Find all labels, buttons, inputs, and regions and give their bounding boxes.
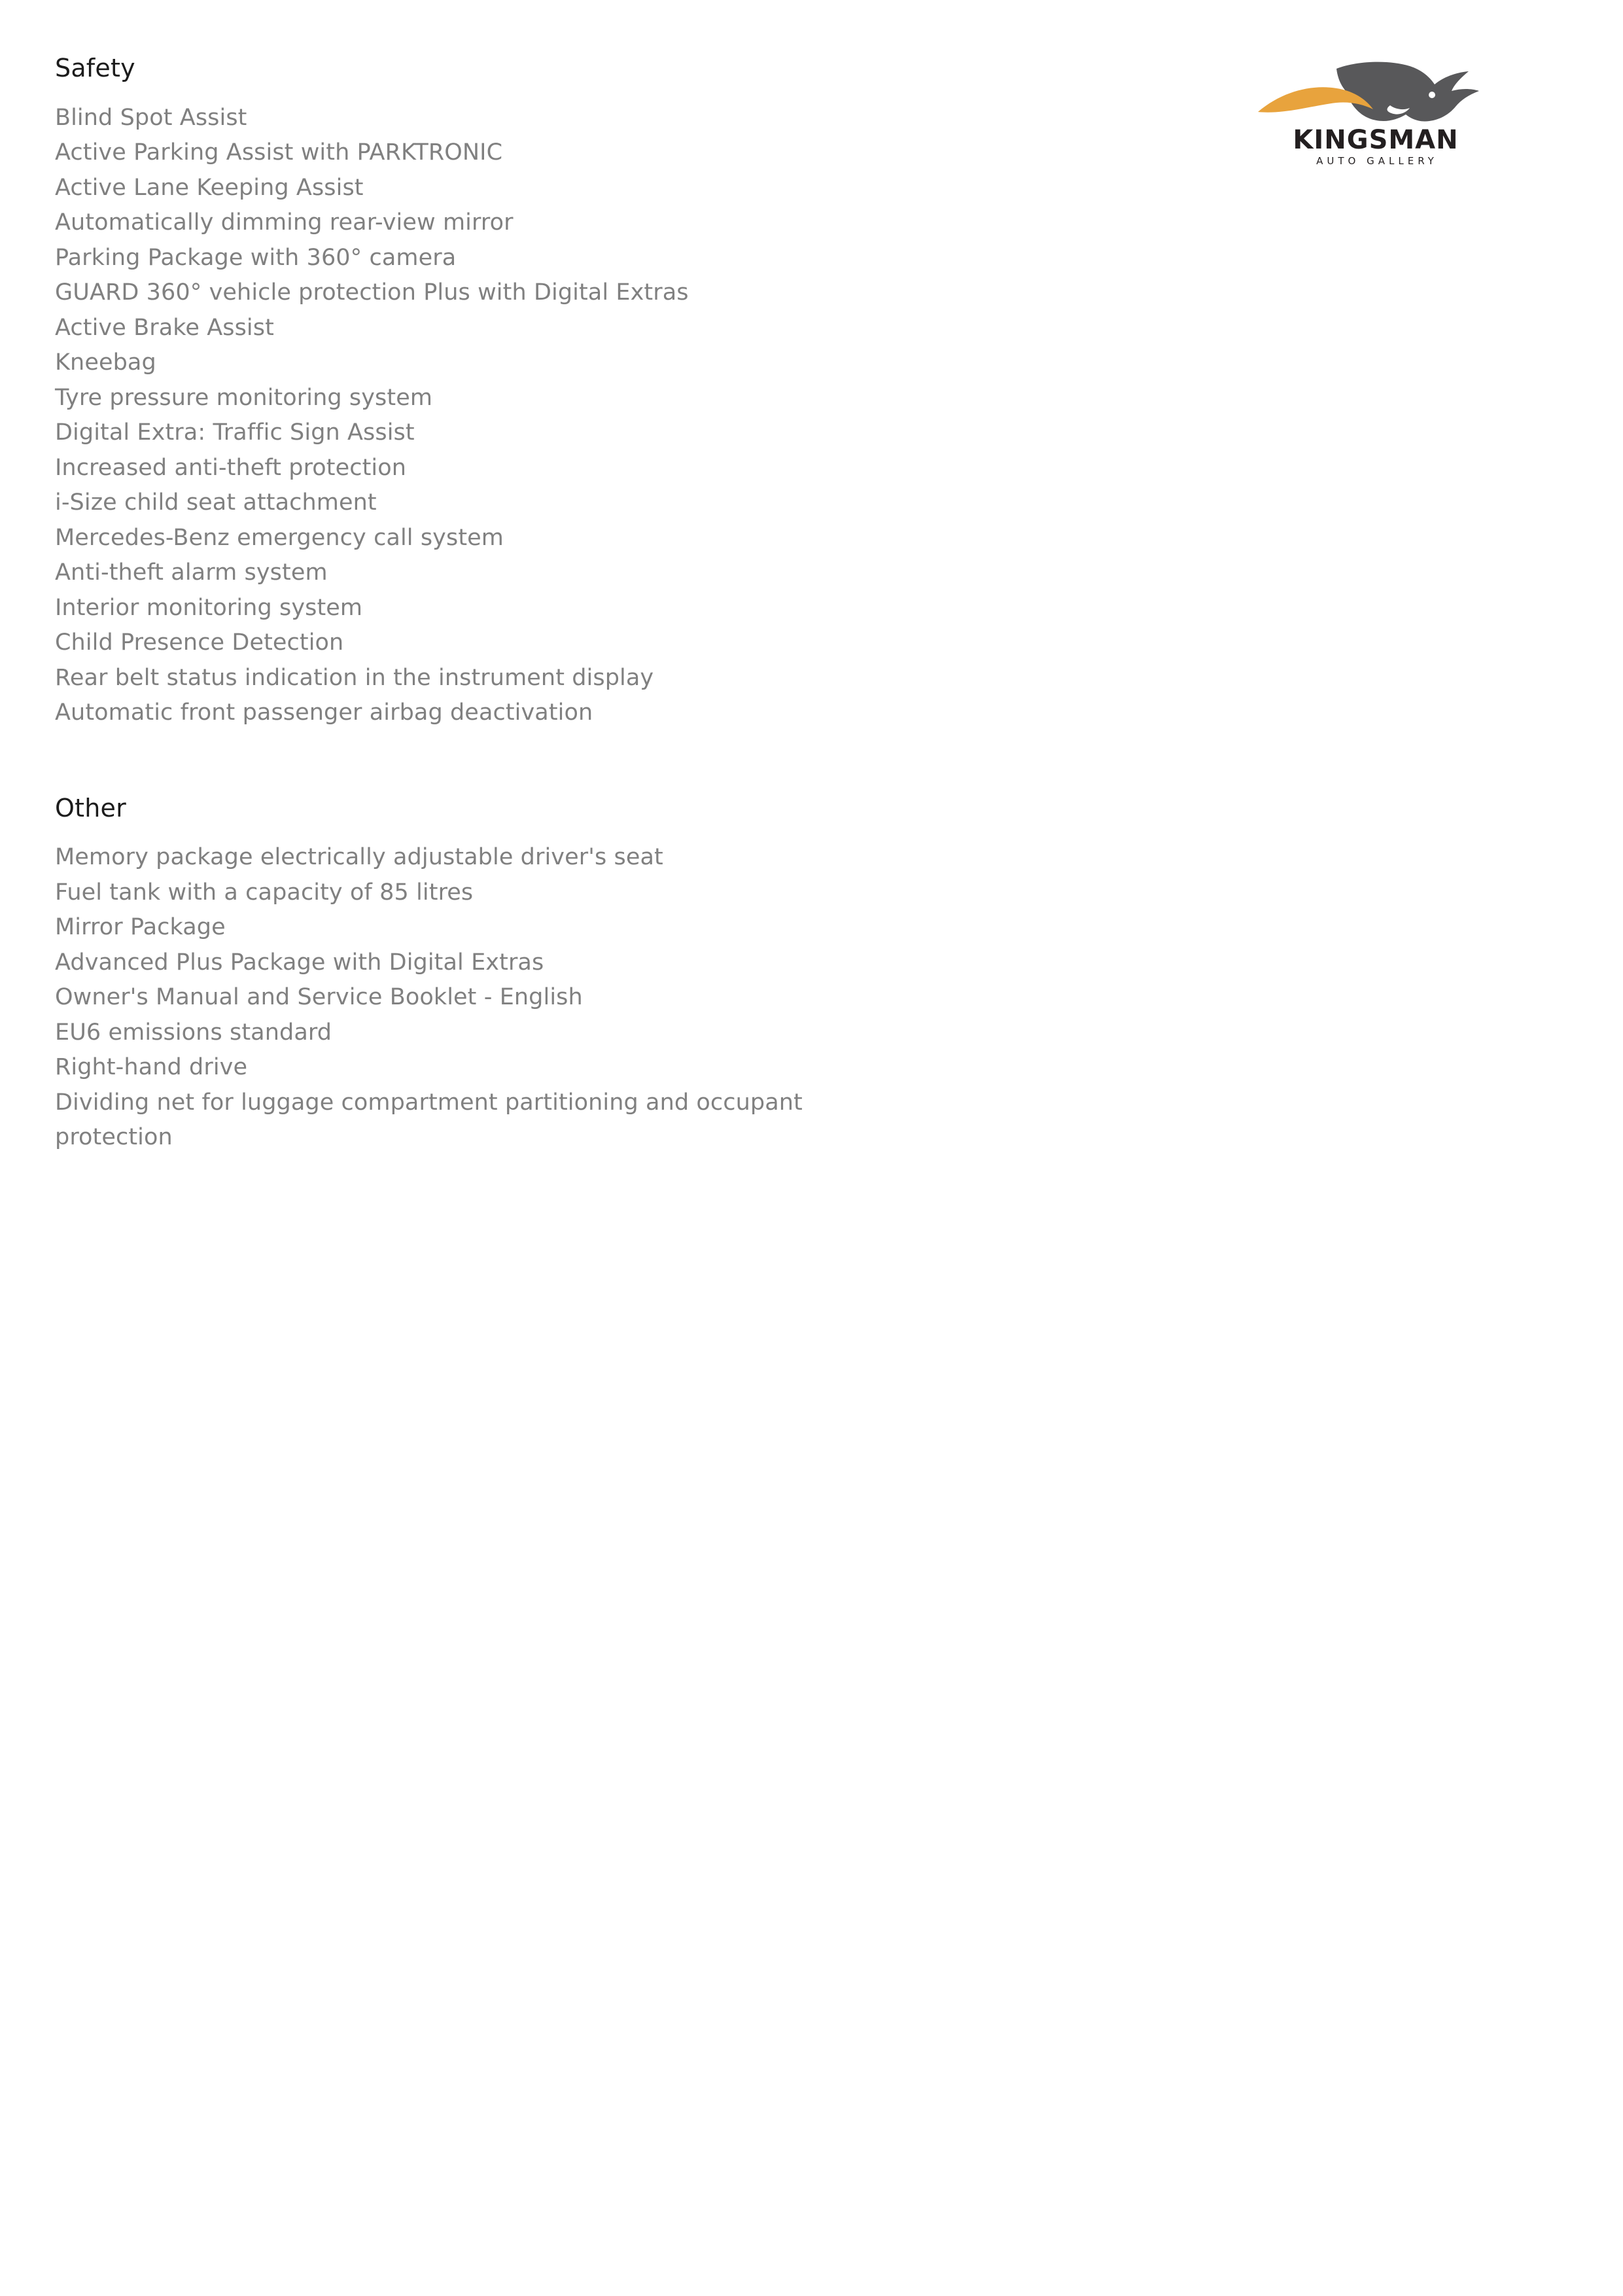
other-feature-list [55,840,1102,1156]
list-item: Fuel tank with a capacity of 85 litres [55,879,474,906]
bull-head-icon [1238,49,1513,180]
section-safety [55,54,1102,731]
list-item: Automatic front passenger airbag deactivation [55,699,593,726]
list-item: Blind Spot Assist [55,104,247,131]
list-item: Advanced Plus Package with Digital Extras [55,949,544,976]
list-item: Kneebag [55,349,156,376]
list-item: Right-hand drive [55,1054,248,1081]
brand-logo [1238,49,1513,180]
list-item: Anti-theft alarm system [55,559,328,586]
list-item: Mirror Package [55,914,226,941]
brand-name-text: KINGSMAN [1293,125,1459,155]
list-item: Tyre pressure monitoring system [55,384,433,411]
brand-tagline-text: AUTO GALLERY [1316,155,1438,167]
list-item: Parking Package with 360° camera [55,244,457,271]
list-item: Dividing net for luggage compartment partitioning and occupant protection [55,1089,803,1151]
list-item: Active Lane Keeping Assist [55,174,364,201]
list-item: Active Parking Assist with PARKTRONIC [55,139,503,166]
list-item: EU6 emissions standard [55,1019,332,1046]
list-item: Digital Extra: Traffic Sign Assist [55,419,415,446]
section-other [55,794,1102,1156]
list-item: Rear belt status indication in the instrument display [55,664,654,691]
list-item: Active Brake Assist [55,314,274,341]
list-item: GUARD 360° vehicle protection Plus with Digital Extras [55,279,689,306]
list-item: Interior monitoring system [55,594,363,621]
spec-sections [55,54,1102,1156]
list-item: Automatically dimming rear-view mirror [55,209,514,236]
list-item: Mercedes-Benz emergency call system [55,524,504,551]
section-title: Other [55,793,126,822]
list-item: Child Presence Detection [55,629,344,656]
safety-feature-list [55,101,1102,731]
list-item: Owner's Manual and Service Booklet - English [55,984,583,1011]
section-title: Safety [55,54,135,82]
list-item: Memory package electrically adjustable driver's seat [55,844,663,871]
list-item: Increased anti-theft protection [55,454,407,481]
list-item: i-Size child seat attachment [55,489,377,516]
